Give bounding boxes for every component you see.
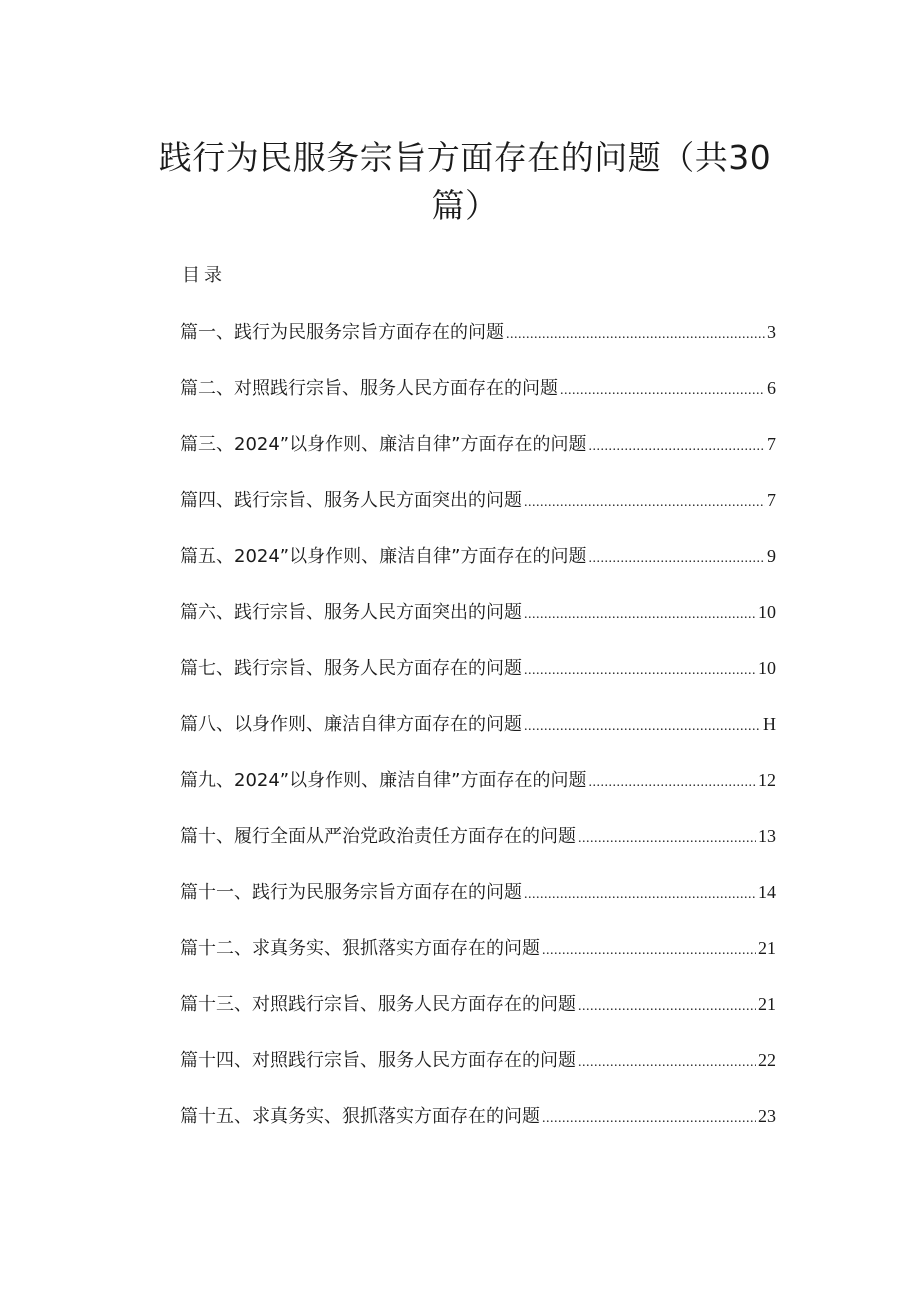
toc-entry[interactable]: [180, 654, 776, 710]
toc-entry-label: 篇二、对照践行宗旨、服务人民方面存在的问题: [180, 378, 558, 399]
toc-dot-leader: [588, 545, 765, 573]
toc-dot-leader: [578, 993, 756, 1021]
toc-entry-page-number: 3: [767, 322, 776, 342]
toc-entry-label: 篇十五、求真务实、狠抓落实方面存在的问题: [180, 1106, 540, 1127]
toc-entry-label: 篇七、践行宗旨、服务人民方面存在的问题: [180, 658, 522, 679]
document-title: [150, 134, 780, 230]
toc-dot-leader: [542, 1105, 756, 1133]
toc-dot-leader: [524, 601, 756, 629]
toc-entry-label: 篇六、践行宗旨、服务人民方面突出的问题: [180, 602, 522, 623]
toc-entry[interactable]: [180, 934, 776, 990]
toc-entry[interactable]: [180, 1102, 776, 1158]
toc-dot-leader: [524, 713, 761, 741]
toc-entry[interactable]: [180, 766, 776, 822]
toc-heading: 目录: [182, 265, 226, 286]
toc-entry[interactable]: [180, 374, 776, 430]
toc-entry-page-number: 21: [758, 938, 776, 958]
toc-entry[interactable]: [180, 430, 776, 486]
toc-entry[interactable]: [180, 822, 776, 878]
toc-entry[interactable]: [180, 878, 776, 934]
toc-entry-label: 篇五、2024”以身作则、廉洁自律”方面存在的问题: [180, 546, 587, 567]
toc-entry-label: 篇十三、对照践行宗旨、服务人民方面存在的问题: [180, 994, 576, 1015]
toc-entry-label: 篇十、履行全面从严治党政治责任方面存在的问题: [180, 826, 576, 847]
toc-entry-label: 篇四、践行宗旨、服务人民方面突出的问题: [180, 490, 522, 511]
title-line-1: 践行为民服务宗旨方面存在的问题（共30: [158, 138, 772, 177]
toc-dot-leader: [578, 825, 756, 853]
toc-entry[interactable]: [180, 318, 776, 374]
toc-entry-label: 篇十二、求真务实、狠抓落实方面存在的问题: [180, 938, 540, 959]
toc-dot-leader: [506, 321, 765, 349]
title-line-2: 篇）: [431, 186, 499, 225]
toc-dot-leader: [524, 657, 756, 685]
toc-dot-leader: [524, 881, 756, 909]
toc-entry-page-number: H: [763, 714, 776, 734]
toc-entry[interactable]: [180, 542, 776, 598]
toc-entry-page-number: 9: [767, 546, 776, 566]
toc-entry[interactable]: [180, 990, 776, 1046]
table-of-contents: [180, 318, 776, 1158]
toc-entry-page-number: 7: [767, 490, 776, 510]
toc-entry-label: 篇三、2024”以身作则、廉洁自律”方面存在的问题: [180, 434, 587, 455]
toc-dot-leader: [560, 377, 765, 405]
toc-entry[interactable]: [180, 486, 776, 542]
toc-entry-page-number: 10: [758, 602, 776, 622]
toc-entry-page-number: 7: [767, 434, 776, 454]
toc-entry-label: 篇十四、对照践行宗旨、服务人民方面存在的问题: [180, 1050, 576, 1071]
toc-entry-label: 篇八、以身作则、廉洁自律方面存在的问题: [180, 714, 522, 735]
toc-entry[interactable]: [180, 598, 776, 654]
toc-dot-leader: [524, 489, 765, 517]
toc-entry-label: 篇一、践行为民服务宗旨方面存在的问题: [180, 322, 504, 343]
toc-entry-page-number: 14: [758, 882, 776, 902]
toc-dot-leader: [588, 433, 765, 461]
toc-dot-leader: [542, 937, 756, 965]
toc-entry-label: 篇十一、践行为民服务宗旨方面存在的问题: [180, 882, 522, 903]
toc-entry-page-number: 12: [758, 770, 776, 790]
toc-entry-page-number: 23: [758, 1106, 776, 1126]
toc-entry-page-number: 6: [767, 378, 776, 398]
toc-entry-label: 篇九、2024”以身作则、廉洁自律”方面存在的问题: [180, 770, 587, 791]
toc-entry[interactable]: [180, 1046, 776, 1102]
toc-dot-leader: [578, 1049, 756, 1077]
toc-entry[interactable]: [180, 710, 776, 766]
toc-entry-page-number: 22: [758, 1050, 776, 1070]
toc-entry-page-number: 10: [758, 658, 776, 678]
toc-entry-page-number: 21: [758, 994, 776, 1014]
toc-dot-leader: [588, 769, 756, 797]
toc-entry-page-number: 13: [758, 826, 776, 846]
